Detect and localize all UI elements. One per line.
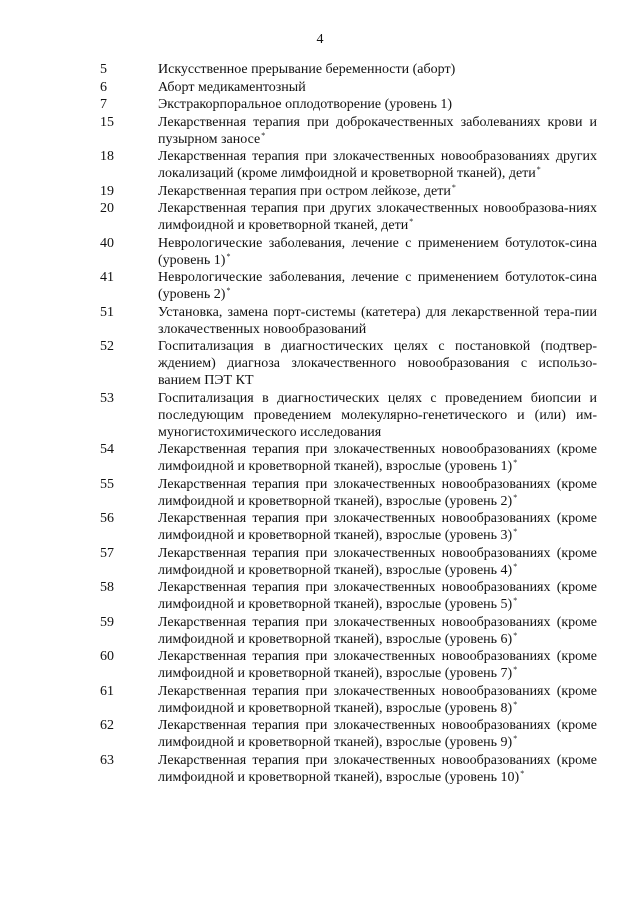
item-code: 62 bbox=[100, 718, 114, 733]
item-text: Лекарственная терапия при злокачественных новообразованиях (кроме лимфоидной и кроветворной тканей), взрослые (уровень 5) bbox=[158, 580, 597, 612]
list-item bbox=[0, 648, 640, 682]
footnote-mark: * bbox=[513, 630, 518, 640]
item-code: 53 bbox=[100, 390, 114, 406]
item-code: 6 bbox=[100, 79, 107, 95]
item-text: Лекарственная терапия при злокачественных новообразованиях (кроме лимфоидной и кроветворной тканей), взрослые (уровень 8) bbox=[158, 683, 597, 716]
list-item bbox=[0, 717, 640, 751]
list-item bbox=[0, 752, 640, 786]
list-item bbox=[0, 441, 640, 475]
item-text: Установка, замена порт-системы (катетера) для лекарственной тера-пии злокачественных новообразований bbox=[158, 304, 597, 337]
item-code: 19 bbox=[100, 183, 114, 199]
item-code: 59 bbox=[100, 614, 114, 630]
list-item bbox=[0, 579, 640, 613]
list-item bbox=[0, 476, 640, 510]
item-code: 56 bbox=[100, 511, 114, 526]
footnote-mark: * bbox=[536, 165, 541, 174]
footnote-mark: * bbox=[513, 665, 518, 674]
list-item bbox=[0, 390, 640, 441]
list-item bbox=[0, 235, 640, 269]
item-code: 18 bbox=[100, 149, 114, 164]
item-text: Лекарственная терапия при злокачественных новообразованиях других локализаций (кроме лимфоидной и кроветворной тканей), дети bbox=[158, 149, 597, 181]
footnote-mark: * bbox=[513, 527, 518, 536]
csg-list bbox=[0, 61, 640, 786]
item-text: Лекарственная терапия при злокачественных новообразованиях (кроме лимфоидной и кроветворной тканей), взрослые (уровень 6) bbox=[158, 614, 597, 647]
item-text: Лекарственная терапия при злокачественных новообразованиях (кроме лимфоидной и кроветворной тканей), взрослые (уровень 1) bbox=[158, 442, 597, 474]
list-item bbox=[0, 304, 640, 338]
item-code: 51 bbox=[100, 304, 114, 320]
footnote-mark: * bbox=[520, 768, 525, 778]
footnote-mark: * bbox=[513, 734, 518, 743]
item-text: Искусственное прерывание беременности (аборт) bbox=[158, 62, 456, 77]
list-item bbox=[0, 200, 640, 234]
item-code: 63 bbox=[100, 752, 114, 768]
list-item bbox=[0, 183, 640, 200]
item-text: Госпитализация в диагностических целях с проведением биопсии и последующим проведением молекулярно-генетического и (или) им-муногистохимического исследования bbox=[158, 390, 597, 440]
footnote-mark: * bbox=[451, 182, 456, 192]
item-code: 58 bbox=[100, 580, 114, 595]
footnote-mark: * bbox=[513, 596, 518, 605]
item-text: Лекарственная терапия при доброкачественных заболеваниях крови и пузырном заносе bbox=[158, 114, 597, 147]
item-code: 20 bbox=[100, 201, 114, 216]
item-code: 41 bbox=[100, 270, 114, 285]
item-code: 60 bbox=[100, 649, 114, 664]
footnote-mark: * bbox=[513, 492, 518, 502]
item-text: Неврологические заболевания, лечение с применением ботулоток-сина (уровень 2) bbox=[158, 270, 597, 302]
list-item bbox=[0, 79, 640, 96]
item-code: 40 bbox=[100, 235, 114, 251]
list-item bbox=[0, 148, 640, 182]
footnote-mark: * bbox=[513, 561, 518, 571]
item-code: 15 bbox=[100, 114, 114, 130]
item-text: Аборт медикаментозный bbox=[158, 79, 306, 95]
item-code: 57 bbox=[100, 545, 114, 561]
footnote-mark: * bbox=[226, 286, 231, 295]
list-item bbox=[0, 683, 640, 717]
item-text: Лекарственная терапия при злокачественных новообразованиях (кроме лимфоидной и кроветворной тканей), взрослые (уровень 10) bbox=[158, 752, 597, 785]
item-code: 55 bbox=[100, 476, 114, 492]
footnote-mark: * bbox=[261, 130, 266, 140]
item-text: Лекарственная терапия при остром лейкозе, дети bbox=[158, 183, 451, 199]
item-text: Неврологические заболевания, лечение с применением ботулоток-сина (уровень 1) bbox=[158, 235, 597, 268]
list-item bbox=[0, 545, 640, 579]
item-code: 52 bbox=[100, 339, 114, 354]
item-text: Лекарственная терапия при злокачественных новообразованиях (кроме лимфоидной и кроветворной тканей), взрослые (уровень 2) bbox=[158, 476, 597, 509]
item-code: 61 bbox=[100, 683, 114, 699]
list-item bbox=[0, 510, 640, 544]
item-code: 54 bbox=[100, 442, 114, 457]
list-item bbox=[0, 96, 640, 113]
item-text: Лекарственная терапия при злокачественных новообразованиях (кроме лимфоидной и кроветворной тканей), взрослые (уровень 7) bbox=[158, 649, 597, 681]
item-text: Экстракорпоральное оплодотворение (уровень 1) bbox=[158, 97, 453, 112]
item-text: Лекарственная терапия при злокачественных новообразованиях (кроме лимфоидной и кроветворной тканей), взрослые (уровень 3) bbox=[158, 511, 597, 543]
list-item bbox=[0, 114, 640, 148]
page-number: 4 bbox=[316, 32, 324, 47]
footnote-mark: * bbox=[513, 699, 518, 709]
item-code: 5 bbox=[100, 62, 107, 77]
item-text: Лекарственная терапия при других злокачественных новообразова-ниях лимфоидной и кроветворной тканей, дети bbox=[158, 201, 597, 233]
item-text: Лекарственная терапия при злокачественных новообразованиях (кроме лимфоидной и кроветворной тканей), взрослые (уровень 4) bbox=[158, 545, 597, 578]
list-item bbox=[0, 338, 640, 389]
item-text: Лекарственная терапия при злокачественных новообразованиях (кроме лимфоидной и кроветворной тканей), взрослые (уровень 9) bbox=[158, 718, 597, 750]
item-text: Госпитализация в диагностических целях с постановкой (подтвер-ждением) диагноза злокачественного новообразования с использо-ванием ПЭТ КТ bbox=[158, 339, 597, 388]
footnote-mark: * bbox=[226, 251, 231, 261]
list-item bbox=[0, 614, 640, 648]
item-code: 7 bbox=[100, 97, 107, 112]
footnote-mark: * bbox=[513, 458, 518, 467]
footnote-mark: * bbox=[409, 217, 414, 226]
list-item bbox=[0, 269, 640, 303]
list-item bbox=[0, 61, 640, 78]
